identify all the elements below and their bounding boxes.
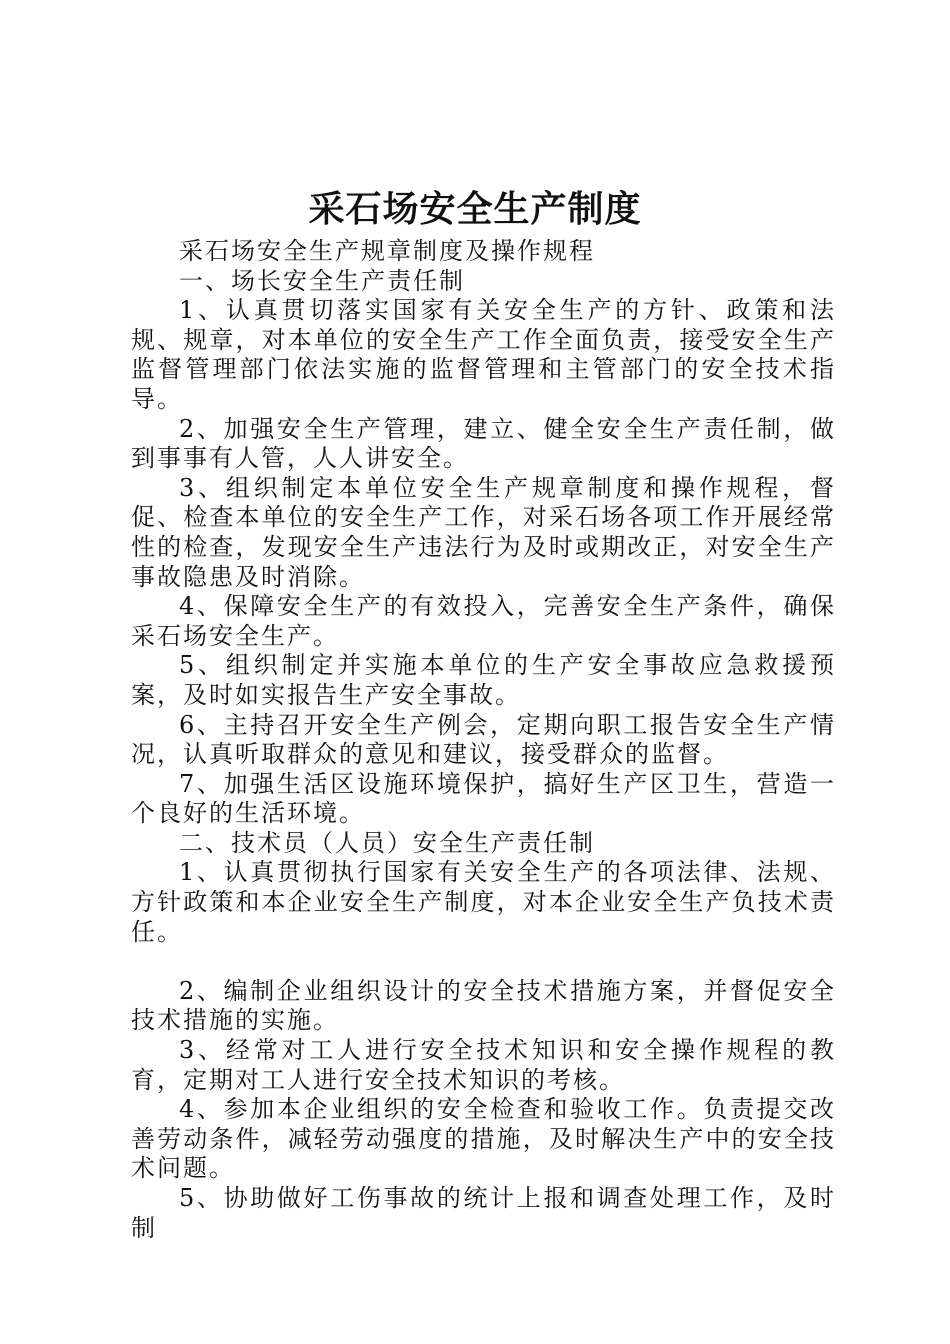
paragraph: 3、经常对工人进行安全技术知识和安全操作规程的教育，定期对工人进行安全技术知识的考核。 [131, 1036, 836, 1094]
paragraph: 3、组织制定本单位安全生产规章制度和操作规程，督促、检查本单位的安全生产工作，对采石场各项工作开展经常性的检查，发现安全生产违法行为及时或期改正，对安全生产事故隐患及时消除。 [131, 473, 836, 591]
paragraph: 5、组织制定并实施本单位的生产安全事故应急救援预案，及时如实报告生产安全事故。 [131, 651, 836, 709]
paragraph: 1、认真贯切落实国家有关安全生产的方针、政策和法规、规章，对本单位的安全生产工作全面负责，接受安全生产监督管理部门依法实施的监督管理和主管部门的安全技术指导。 [131, 296, 836, 413]
paragraph: 7、加强生活区设施环境保护，搞好生产区卫生，营造一个良好的生活环境。 [131, 769, 836, 828]
paragraph: 4、保障安全生产的有效投入，完善安全生产条件，确保采石场安全生产。 [131, 592, 836, 650]
paragraph: 1、认真贯彻执行国家有关安全生产的各项法律、法规、方针政策和本企业安全生产制度，对本企业安全生产负技术责任。 [131, 858, 836, 946]
doc-subtitle: 采石场安全生产规章制度及操作规程 [179, 237, 595, 265]
paragraph: 4、参加本企业组织的安全检查和验收工作。负责提交改善劳动条件，减轻劳动强度的措施，及时解决生产中的安全技术问题。 [131, 1095, 836, 1183]
section-heading-technician: 二、技术员（人员）安全生产责任制 [179, 828, 595, 857]
paragraph: 5、协助做好工伤事故的统计上报和调查处理工作，及时制 [131, 1184, 836, 1242]
document-body [131, 237, 836, 1243]
paragraph: 2、编制企业组织设计的安全技术措施方案，并督促安全技术措施的实施。 [131, 976, 836, 1035]
section-heading-director: 一、场长安全生产责任制 [179, 266, 465, 295]
document-title: 采石场安全生产制度 [308, 188, 642, 230]
paragraph: 6、主持召开安全生产例会，定期向职工报告安全生产情况，认真听取群众的意见和建议，接受群众的监督。 [131, 710, 836, 769]
paragraph: 2、加强安全生产管理，建立、健全安全生产责任制，做到事事有人管，人人讲安全。 [131, 414, 836, 473]
